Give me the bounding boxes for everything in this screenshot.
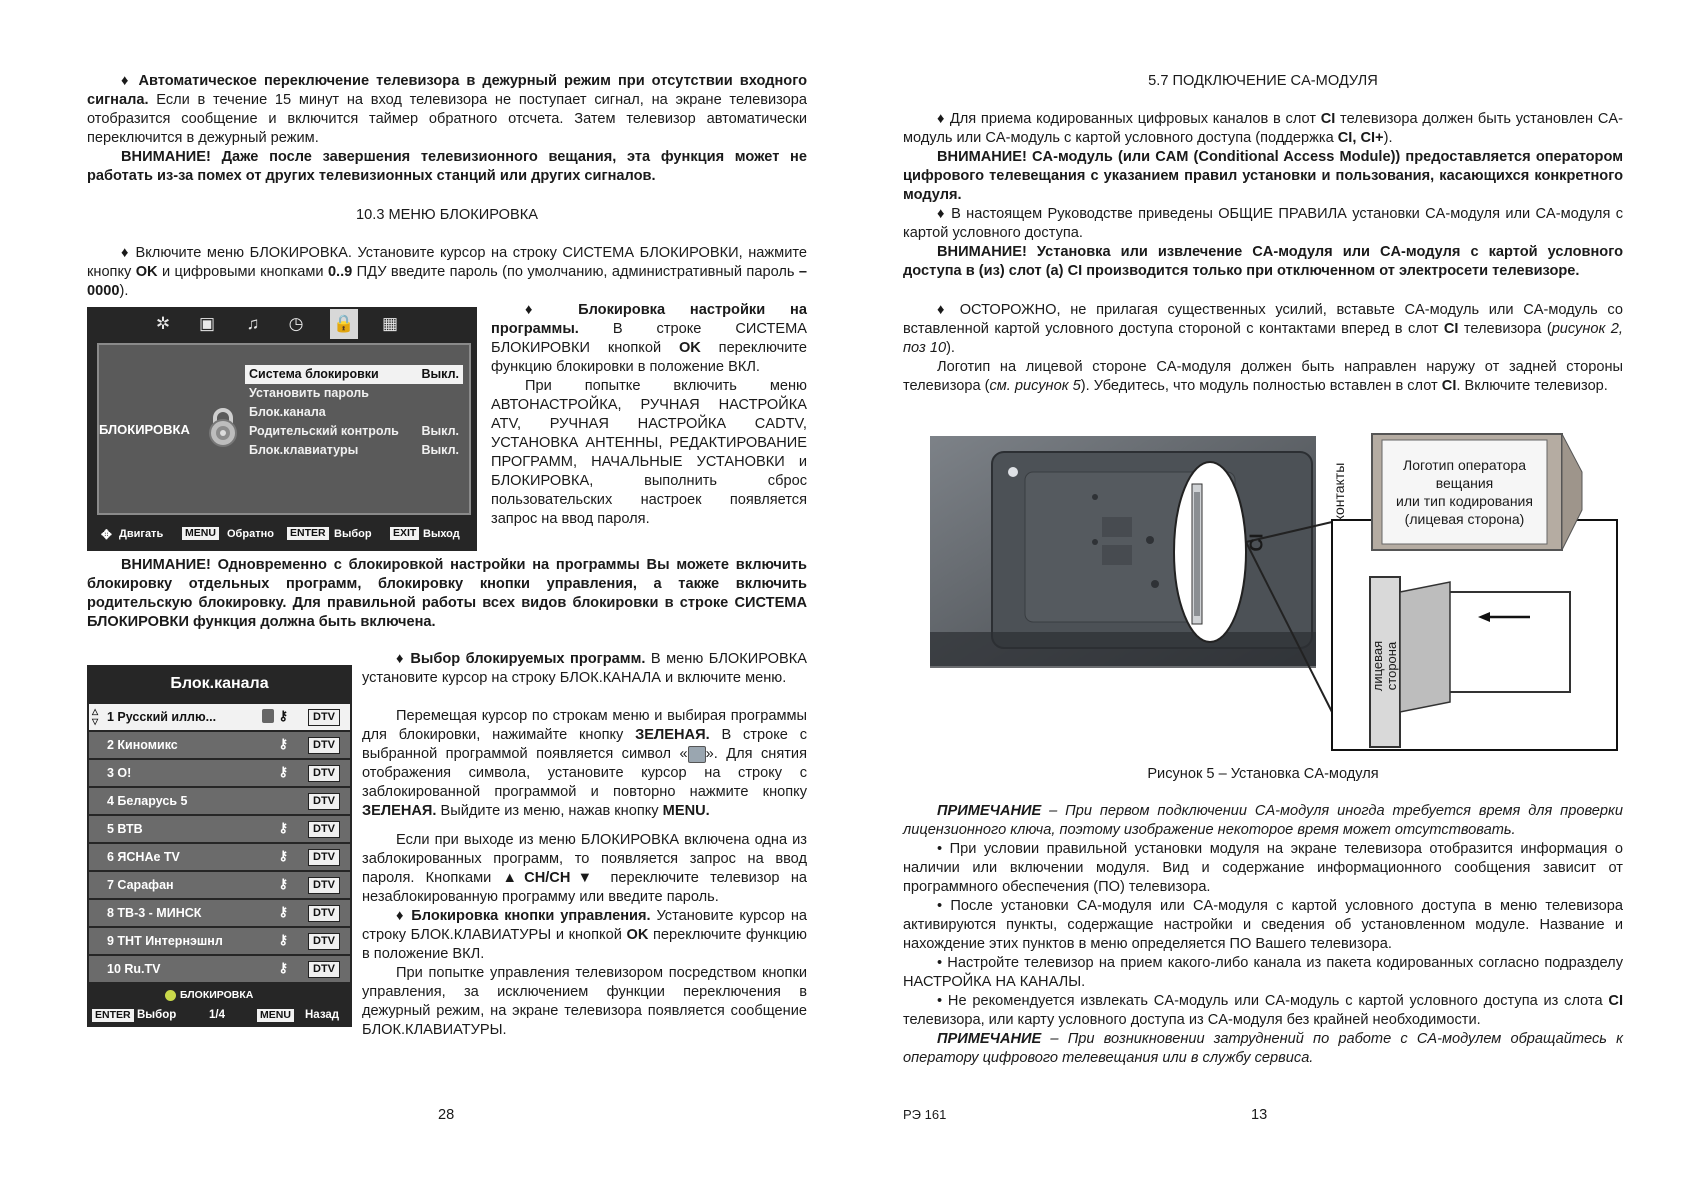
insert-module-paragraph: ♦ ОСТОРОЖНО, не прилагая существенных усилий, вставьте CA-модуль или CA-модуль со вставленной картой условного доступа стороной с контактами вперед в слот CI телевизора (рисунок 2, поз 10). [903,302,1623,356]
section-heading: 10.3 МЕНЮ БЛОКИРОВКА [356,207,538,223]
lock-tab-icon: 🔒 [330,309,358,339]
lock-icon [262,709,274,723]
channel-row[interactable]: △ ▽ 1 Русский иллю... ⚷ DTV [89,704,350,730]
menu-item-keypad-lock[interactable]: Блок.клавиатуры Выкл. [249,443,459,457]
keypad-lock-paragraph: ♦ Блокировка кнопки управления. Установите курсор на строку БЛОК.КЛАВИАТУРЫ и кнопкой OK переключите функцию в положение ВКЛ. [362,908,807,962]
channel-row[interactable]: 6 ЯСНАе TV ⚷ DTV [89,844,350,870]
channel-row[interactable]: 10 Ru.TV ⚷ DTV [89,956,350,982]
channel-row[interactable]: 5 ВТВ ⚷ DTV [89,816,350,842]
menu-footer [87,523,477,547]
padlock-icon [205,407,241,447]
cam-warning-paragraph: ВНИМАНИЕ! CA-модуль (или CAM (Conditional Access Module)) предоставляется оператором цифрового телевещания с указанием правил установки и пользования, касающихся конкретного модуля. [903,149,1623,203]
key-icon: ⚷ [278,848,288,863]
channel-row[interactable]: 9 ТНТ Интернэшнл ⚷ DTV [89,928,350,954]
note-1: ПРИМЕЧАНИЕ – При первом подключении CA-модуля иногда требуется время для проверки лицензионного ключа, поэтому изображение некоторое время может отсутствовать. [903,803,1623,838]
footer-move-label: Двигать [119,528,164,540]
green-dot-icon [165,990,176,1001]
footer-page-label: 1/4 [209,1009,225,1021]
figure-caption: Рисунок 5 – Установка CA-модуля [1147,766,1379,782]
ci-slot-label: CI [1246,533,1267,552]
channel-list-footer [87,987,352,1027]
power-off-warning-paragraph: ВНИМАНИЕ! Установка или извлечение CA-модуля или CA-модуля с картой условного доступа в (из) слот (а) CI производится только при отключенном от электросети телевизоре. [903,244,1623,279]
key-icon: ⚷ [278,736,288,751]
move-arrows-icon: ✥ [101,527,112,542]
channel-row[interactable]: 2 Киномикс ⚷ DTV [89,732,350,758]
menu-section-label: БЛОКИРОВКА [99,422,190,437]
key-icon: ⚷ [278,876,288,891]
sound-icon: ♫ [246,314,260,333]
footer-back-label: Назад [305,1009,340,1021]
channel-row[interactable]: 7 Сарафан ⚷ DTV [89,872,350,898]
key-icon: ⚷ [278,708,288,723]
keypad-message-paragraph: При попытке управления телевизором посредством кнопки управления, за исключением функции переключения в дежурный режим, на экране телевизора появляется сообщение БЛОК.КЛАВИАТУРЫ. [362,965,807,1038]
lock-symbol-icon [688,746,706,763]
contacts-label: контакты [1331,462,1347,522]
key-icon: ⚷ [278,960,288,975]
bullet-3: • Настройте телевизор на прием какого-либо канала из пакета кодированных согласно подразделу НАСТРОЙКА НА КАНАЛЫ. [903,955,1623,990]
key-icon: ⚷ [278,820,288,835]
enter-key: ENTER [92,1009,134,1022]
logo-orientation-paragraph: Логотип на лицевой стороне CA-модуля должен быть направлен наружу от задней стороны телевизора (см. рисунок 5). Убедитесь, что модуль полностью вставлен в слот CI. Включите телевизор. [903,359,1623,394]
channel-row[interactable]: 8 ТВ-3 - МИНСК ⚷ DTV [89,900,350,926]
bullet-1: • При условии правильной установки модуля на экране телевизора отобразится информация о наличии или включении модуля. Вид и содержание информационного сообщения зависит от программного обеспечения (ПО) телевизора. [903,841,1623,895]
channel-select-paragraph: ♦ Выбор блокируемых программ. В меню БЛОКИРОВКА установите курсор на строку БЛОК.КАНАЛА и включите меню. [362,651,807,686]
channel-lock-list [87,665,352,1027]
menu-item-channel-lock[interactable]: Блок.канала [249,405,326,419]
footer-select-label: Выбор [334,528,372,540]
warning-paragraph: ВНИМАНИЕ! Даже после завершения телевизионного вещания, эта функция может не работать из-за помех от других телевизионных станций или других сигналов. [87,149,807,184]
ca-module-figure [930,432,1630,752]
settings-grid-icon: ▦ [381,314,399,333]
key-icon: ⚷ [278,904,288,919]
menu-key: MENU [182,527,219,540]
enter-key: ENTER [287,527,329,540]
password-prompt-paragraph: При попытке включить меню АВТОНАСТРОЙКА, РУЧНАЯ НАСТРОЙКА ATV, РУЧНАЯ НАСТРОЙКА CADTV, УСТАНОВКА АНТЕННЫ, РЕДАКТИРОВАНИЕ ПРОГРАММ, НАЧАЛЬНЫЕ УСТАНОВКИ и БЛОКИРОВКА, выполнить сброс пользовательских настроек появляется запрос на ввод пароля. [491,378,807,527]
ca-intro-paragraph: ♦ Для приема кодированных цифровых каналов в слот CI телевизора должен быть установлен CA-модуль или CA-модуль с картой условного доступа (поддержка CI, CI+). [903,111,1623,146]
bullet-2: • После установки CA-модуля или CA-модуля с картой условного доступа в меню телевизора активируются пункты, содержащие настройки и сведения об установленном модуле. Название и нахождение этих пунктов в меню определяется ПО Вашего телевизора. [903,898,1623,952]
key-icon: ⚷ [278,764,288,779]
footer-lock-label: БЛОКИРОВКА [180,989,254,1001]
picture-settings-icon: ✲ [155,314,171,333]
section-heading: 5.7 ПОДКЛЮЧЕНИЕ CA-МОДУЛЯ [1148,73,1378,89]
footer-select-label: Выбор [137,1009,177,1021]
key-icon: ⚷ [278,932,288,947]
monitor-icon: ▣ [198,314,216,333]
bullet-4: • Не рекомендуется извлекать CA-модуль или CA-модуль с картой условного доступа из слота CI телевизора, или карту условного доступа из CA-модуля без крайней необходимости. [903,993,1623,1028]
menu-item-parental-control[interactable]: Родительский контроль Выкл. [249,424,459,438]
enable-lock-paragraph: ♦ Включите меню БЛОКИРОВКА. Установите курсор на строку СИСТЕМА БЛОКИРОВКИ, нажмите кнопку OK и цифровыми кнопками 0..9 ПДУ введите пароль (по умолчанию, административный пароль – 0000). [87,245,807,299]
face-side-label: лицевая сторона [1370,640,1399,692]
tuning-lock-paragraph: ♦ Блокировка настройки на программы. В строке СИСТЕМА БЛОКИРОВКИ кнопкой OK переключите функцию блокировки в положение ВКЛ. [491,302,807,375]
exit-password-paragraph: Если при выходе из меню БЛОКИРОВКА включена одна из заблокированных программ, то появляется запрос на ввод пароля. Кнопками ▲CH/CH▼ переключите телевизор на незаблокированную программу или введите пароль. [362,832,807,905]
scroll-arrows-icon: △ ▽ [92,707,99,726]
menu-key: MENU [257,1009,294,1022]
menu-item-lock-system[interactable]: Система блокировки Выкл. [245,365,463,384]
right-page-number: 13 [1251,1107,1268,1123]
green-key-paragraph: Перемещая курсор по строкам меню и выбирая программы для блокировки, нажимайте кнопку ЗЕЛЕНАЯ. В строке с выбранной программой появляется символ « ». Для снятия отображения символа, установите курсор на строку с заблокированной программой и повторно нажмите кнопку ЗЕЛЕНАЯ. Выйдите из меню, нажав кнопку MENU. [362,708,807,819]
left-page-number: 28 [438,1107,455,1123]
note-2: ПРИМЕЧАНИЕ – При возникновении затруднений по работе с CA-модулем обращайтесь к оператору цифрового телевещания или в службу сервиса. [903,1031,1623,1066]
exit-key: EXIT [390,527,419,540]
logo-description-label: Логотип оператора вещания или тип кодирования (лицевая сторона) [1396,457,1533,527]
menu-icon-bar [87,307,477,341]
tv-lock-menu [87,307,477,551]
channel-list-title: Блок.канала [170,675,269,692]
document-code: РЭ 161 [903,1107,947,1122]
channel-row[interactable]: 4 Беларусь 5 DTV [89,788,350,814]
channel-row[interactable]: 3 O! ⚷ DTV [89,760,350,786]
menu-item-set-password[interactable]: Установить пароль [249,386,369,400]
general-rules-paragraph: ♦ В настоящем Руководстве приведены ОБЩИЕ ПРАВИЛА установки CA-модуля или CA-модуля с картой условного доступа. [903,206,1623,241]
footer-exit-label: Выход [423,528,460,540]
footer-back-label: Обратно [227,528,274,540]
clock-icon: ◷ [288,314,304,333]
auto-standby-paragraph: ♦ Автоматическое переключение телевизора в дежурный режим при отсутствии входного сигнала. Если в течение 15 минут на вход телевизора не поступает сигнал, на экране телевизора отобразится сообщение и включится таймер обратного отсчета. Затем телевизор автоматически переключится в дежурный режим. [87,73,807,146]
simultaneous-warning-paragraph: ВНИМАНИЕ! Одновременно с блокировкой настройки на программы Вы можете включить блокировку отдельных программ, блокировку кнопки управления, а также включить родительскую блокировку. Для правильной работы всех видов блокировки в строке СИСТЕМА БЛОКИРОВКИ функция должна быть включена. [87,557,807,630]
